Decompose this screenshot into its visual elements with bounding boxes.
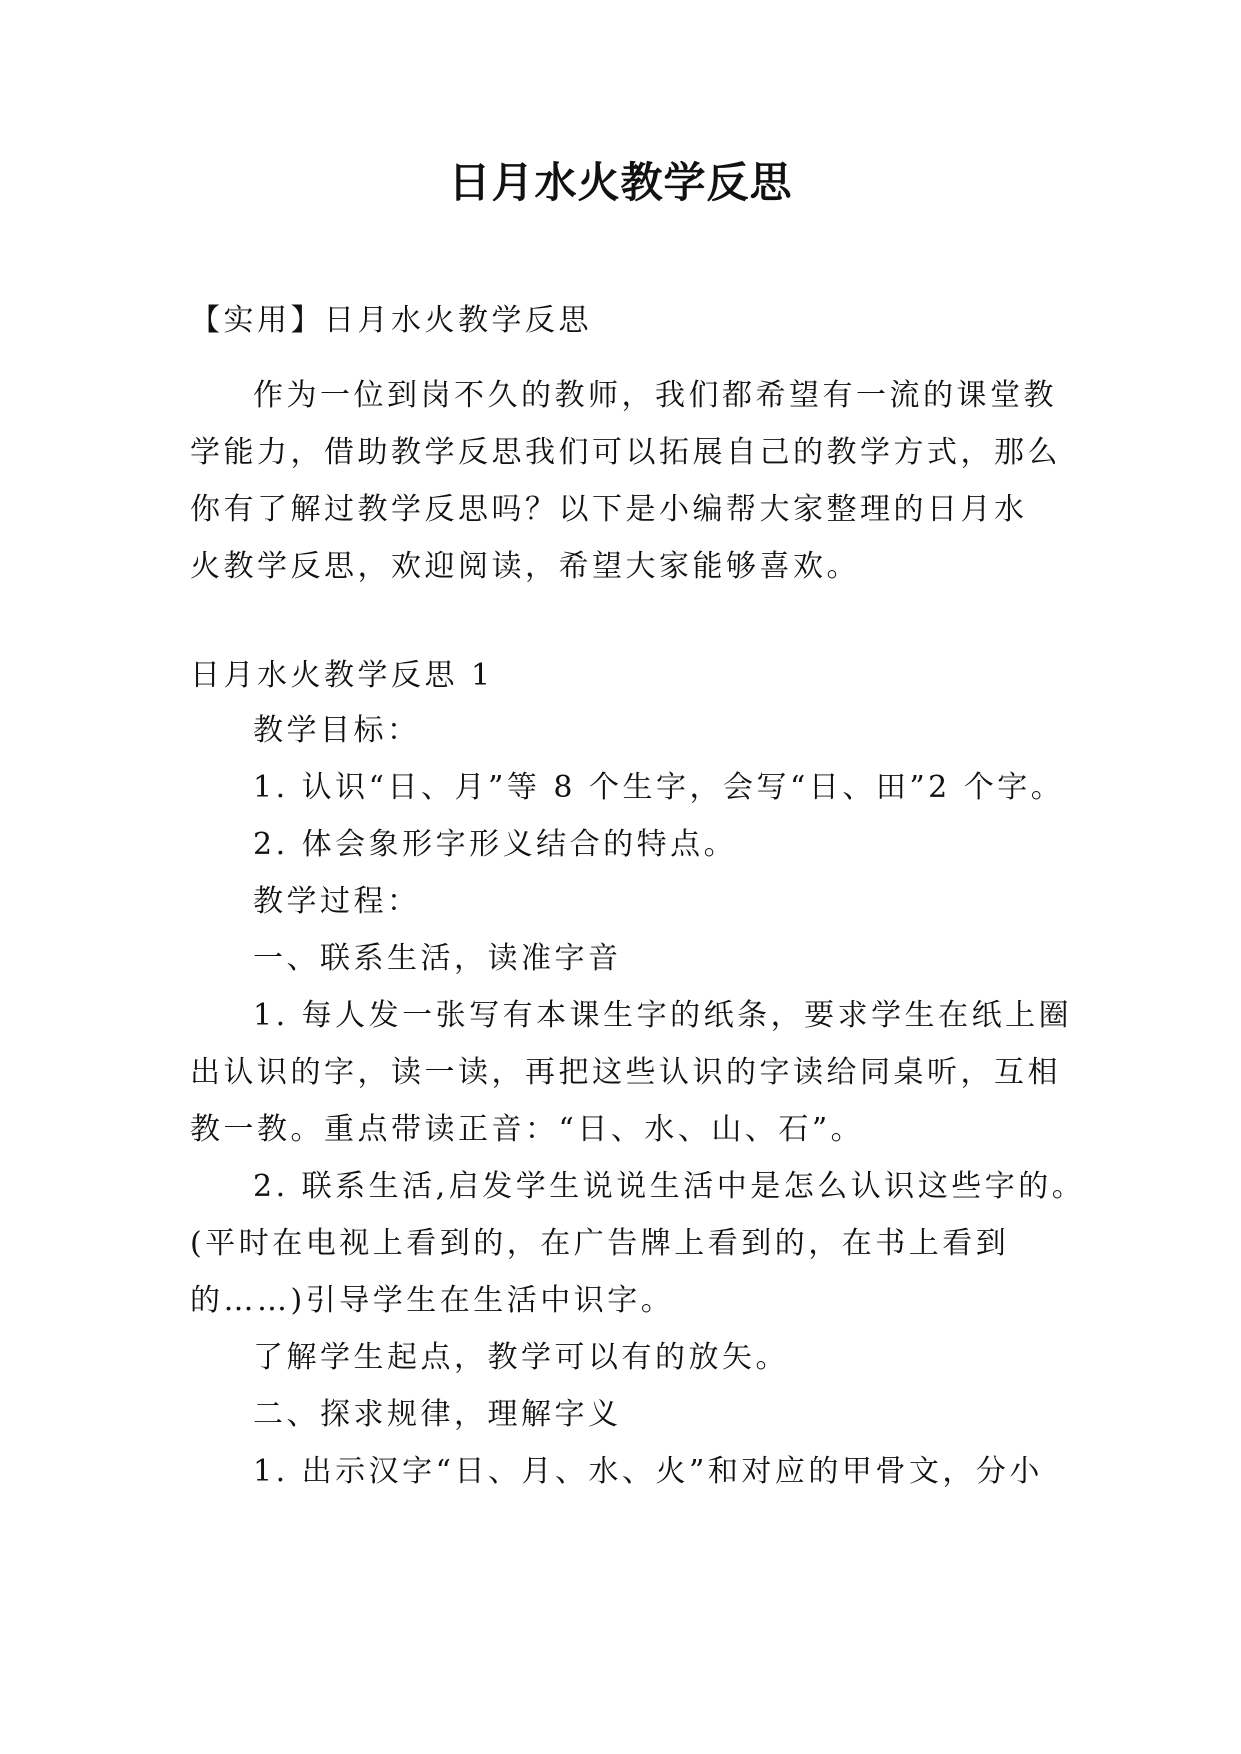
document-title: 日月水火教学反思 [448,158,793,207]
body-line: 1. 每人发一张写有本课生字的纸条，要求学生在纸上圈 [253,998,1073,1033]
body-line: 教学目标： [253,713,421,748]
section-heading: 日月水火教学反思 1 [190,658,494,693]
intro-line: 学能力，借助教学反思我们可以拓展自己的教学方式，那么 [190,435,1061,470]
intro-line: 你有了解过教学反思吗？以下是小编帮大家整理的日月水 [190,492,1028,527]
body-line: 一、联系生活，读准字音 [253,941,622,976]
body-line: 的……)引导学生在生活中识字。 [190,1283,675,1318]
document-subtitle: 【实用】日月水火教学反思 [190,303,592,338]
body-line: 2. 联系生活,启发学生说说生活中是怎么认识这些字的。 [253,1169,1086,1204]
body-line: 1. 认识“日、月”等 8 个生字，会写“日、田”2 个字。 [253,770,1065,805]
body-line: 教一教。重点带读正音：“日、水、山、石”。 [190,1112,865,1147]
body-line: (平时在电视上看到的，在广告牌上看到的，在书上看到 [190,1226,1010,1261]
body-line: 了解学生起点，教学可以有的放矢。 [253,1340,789,1375]
body-line: 教学过程： [253,884,421,919]
body-line: 2. 体会象形字形义结合的特点。 [253,827,738,862]
intro-line: 作为一位到岗不久的教师，我们都希望有一流的课堂教 [253,378,1057,413]
intro-line: 火教学反思，欢迎阅读，希望大家能够喜欢。 [190,549,860,584]
body-line: 出认识的字，读一读，再把这些认识的字读给同桌听，互相 [190,1055,1061,1090]
body-line: 1. 出示汉字“日、月、水、火”和对应的甲骨文，分小 [253,1454,1043,1489]
body-line: 二、探求规律，理解字义 [253,1397,622,1432]
